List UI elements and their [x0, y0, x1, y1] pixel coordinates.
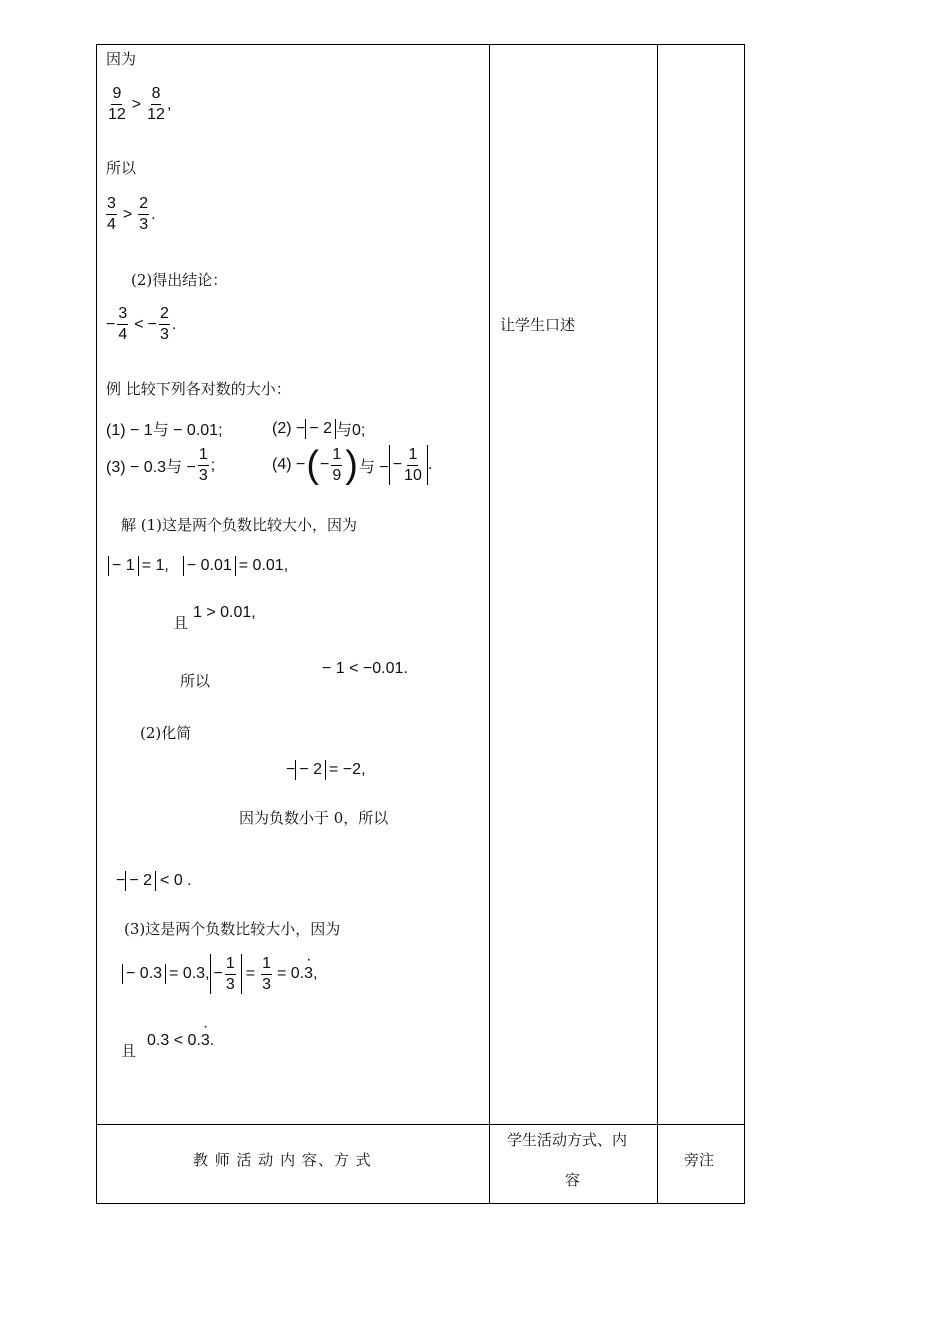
problem-3: (3) − 0.3与 − $\frac{1}{3}$ ;: [106, 446, 216, 484]
footer-teacher-header: 教 师 活 动 内 容、方 式: [193, 1151, 372, 1169]
so-label-2: 所以: [180, 672, 211, 690]
lesson-table: [96, 44, 745, 1204]
problem-1: (1) − 1与 − 0.01;: [106, 422, 223, 439]
conclusion-label: (2)得出结论：: [131, 271, 228, 289]
student-oral-label: 让学生口述: [500, 316, 576, 334]
so-label: 所以: [106, 159, 137, 177]
fraction-compare-3-4: $\frac{3}{4}$ > $\frac{2}{3}$ .: [107, 195, 156, 233]
and-label-1: 且: [173, 614, 189, 632]
solution-1-intro: 解 (1)这是两个负数比较大小，因为: [121, 516, 358, 534]
so-expression-2: − 1 < −0.01.: [322, 660, 408, 677]
and-expression-2: 0.3 < 0. · 3 .: [147, 1032, 214, 1050]
abs-values-3: − 0.3 = 0.3, − $\frac{1}{3}$ = $\frac{1}{3}$ = 0. · 3 ,: [122, 954, 318, 994]
simplify-expression: − − 2 = −2,: [286, 761, 366, 778]
example-label: 例 比较下列各对数的大小：: [106, 380, 291, 398]
problem-2: (2) − − 2 与0;: [272, 419, 366, 439]
because-label: 因为: [106, 50, 137, 68]
and-expression-1: 1 > 0.01,: [193, 604, 256, 621]
solution-3-intro: (3)这是两个负数比较大小，因为: [124, 920, 341, 938]
footer-divider: [96, 1124, 745, 1125]
problem-4: (4) − ( − $\frac{1}{9}$ ) 与 − − $\frac{1}{10}$ .: [272, 444, 433, 486]
simplify-label: (2)化简: [140, 724, 192, 742]
abs-values-1: − 1 = 1, − 0.01 = 0.01,: [108, 556, 288, 576]
fraction-compare-9-12: $\frac{9}{12}$ > $\frac{8}{12}$ ,: [108, 85, 172, 123]
footer-student-header-line1: 学生活动方式、内: [507, 1131, 628, 1149]
footer-student-header-line2: 容: [565, 1171, 581, 1189]
conclusion-expression: − $\frac{3}{4}$ < − $\frac{2}{3}$ .: [106, 305, 177, 343]
column-divider-1: [489, 44, 490, 1204]
because-negative: 因为负数小于 0，所以: [239, 809, 389, 827]
result-expression: − − 2 < 0 .: [116, 872, 192, 889]
and-label-2: 且: [121, 1042, 137, 1060]
footer-notes-header: 旁注: [684, 1151, 715, 1169]
column-divider-2: [657, 44, 658, 1204]
